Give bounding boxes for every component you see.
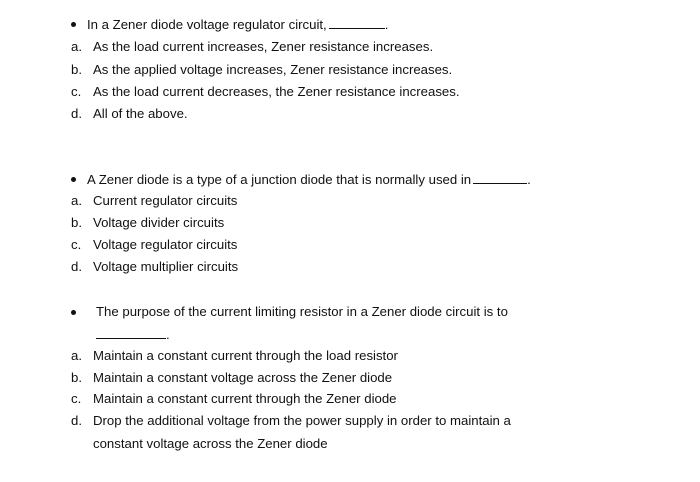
answer-blank [473,171,527,184]
option-letter: c. [71,237,82,252]
option-letter: a. [71,39,82,54]
option-text: Current regulator circuits [93,193,238,208]
option-text: Maintain a constant voltage across the Zener diode [93,370,393,385]
question-2-stem [87,171,531,189]
bullet-icon [71,22,76,27]
question-stem-text: In a Zener diode voltage regulator circuit, [87,17,327,32]
option-text: Voltage divider circuits [93,215,225,230]
stem-end: . [166,327,170,342]
option-letter: d. [71,413,82,428]
option-letter: d. [71,106,82,121]
option-letter: a. [71,348,82,363]
option-letter: c. [71,391,82,406]
option-letter: b. [71,215,82,230]
option-letter: a. [71,193,82,208]
answer-blank [329,16,385,29]
bullet-icon [71,177,76,182]
answer-blank [96,326,166,339]
question-stem-text: The purpose of the current limiting resistor in a Zener diode circuit is to [96,304,508,319]
option-text: Maintain a constant current through the Zener diode [93,391,397,406]
option-text: As the applied voltage increases, Zener resistance increases. [93,62,453,77]
option-text: All of the above. [93,106,188,121]
option-text: Maintain a constant current through the load resistor [93,348,398,363]
question-stem-text: A Zener diode is a type of a junction diode that is normally used in [87,172,472,187]
question-3-stem-cont [96,326,170,344]
stem-end: . [527,172,531,187]
option-letter: b. [71,370,82,385]
option-text: Drop the additional voltage from the power supply in order to maintain a [93,413,511,428]
option-text: As the load current decreases, the Zener resistance increases. [93,84,460,99]
option-text: Voltage regulator circuits [93,237,238,252]
option-letter: d. [71,259,82,274]
option-letter: b. [71,62,82,77]
option-text-continuation: constant voltage across the Zener diode [93,436,328,451]
question-1-stem [87,16,388,34]
option-text: Voltage multiplier circuits [93,259,239,274]
question-3-stem [96,303,508,321]
bullet-icon [71,310,76,315]
option-letter: c. [71,84,82,99]
stem-end: . [384,17,389,32]
option-text: As the load current increases, Zener resistance increases. [93,39,434,54]
